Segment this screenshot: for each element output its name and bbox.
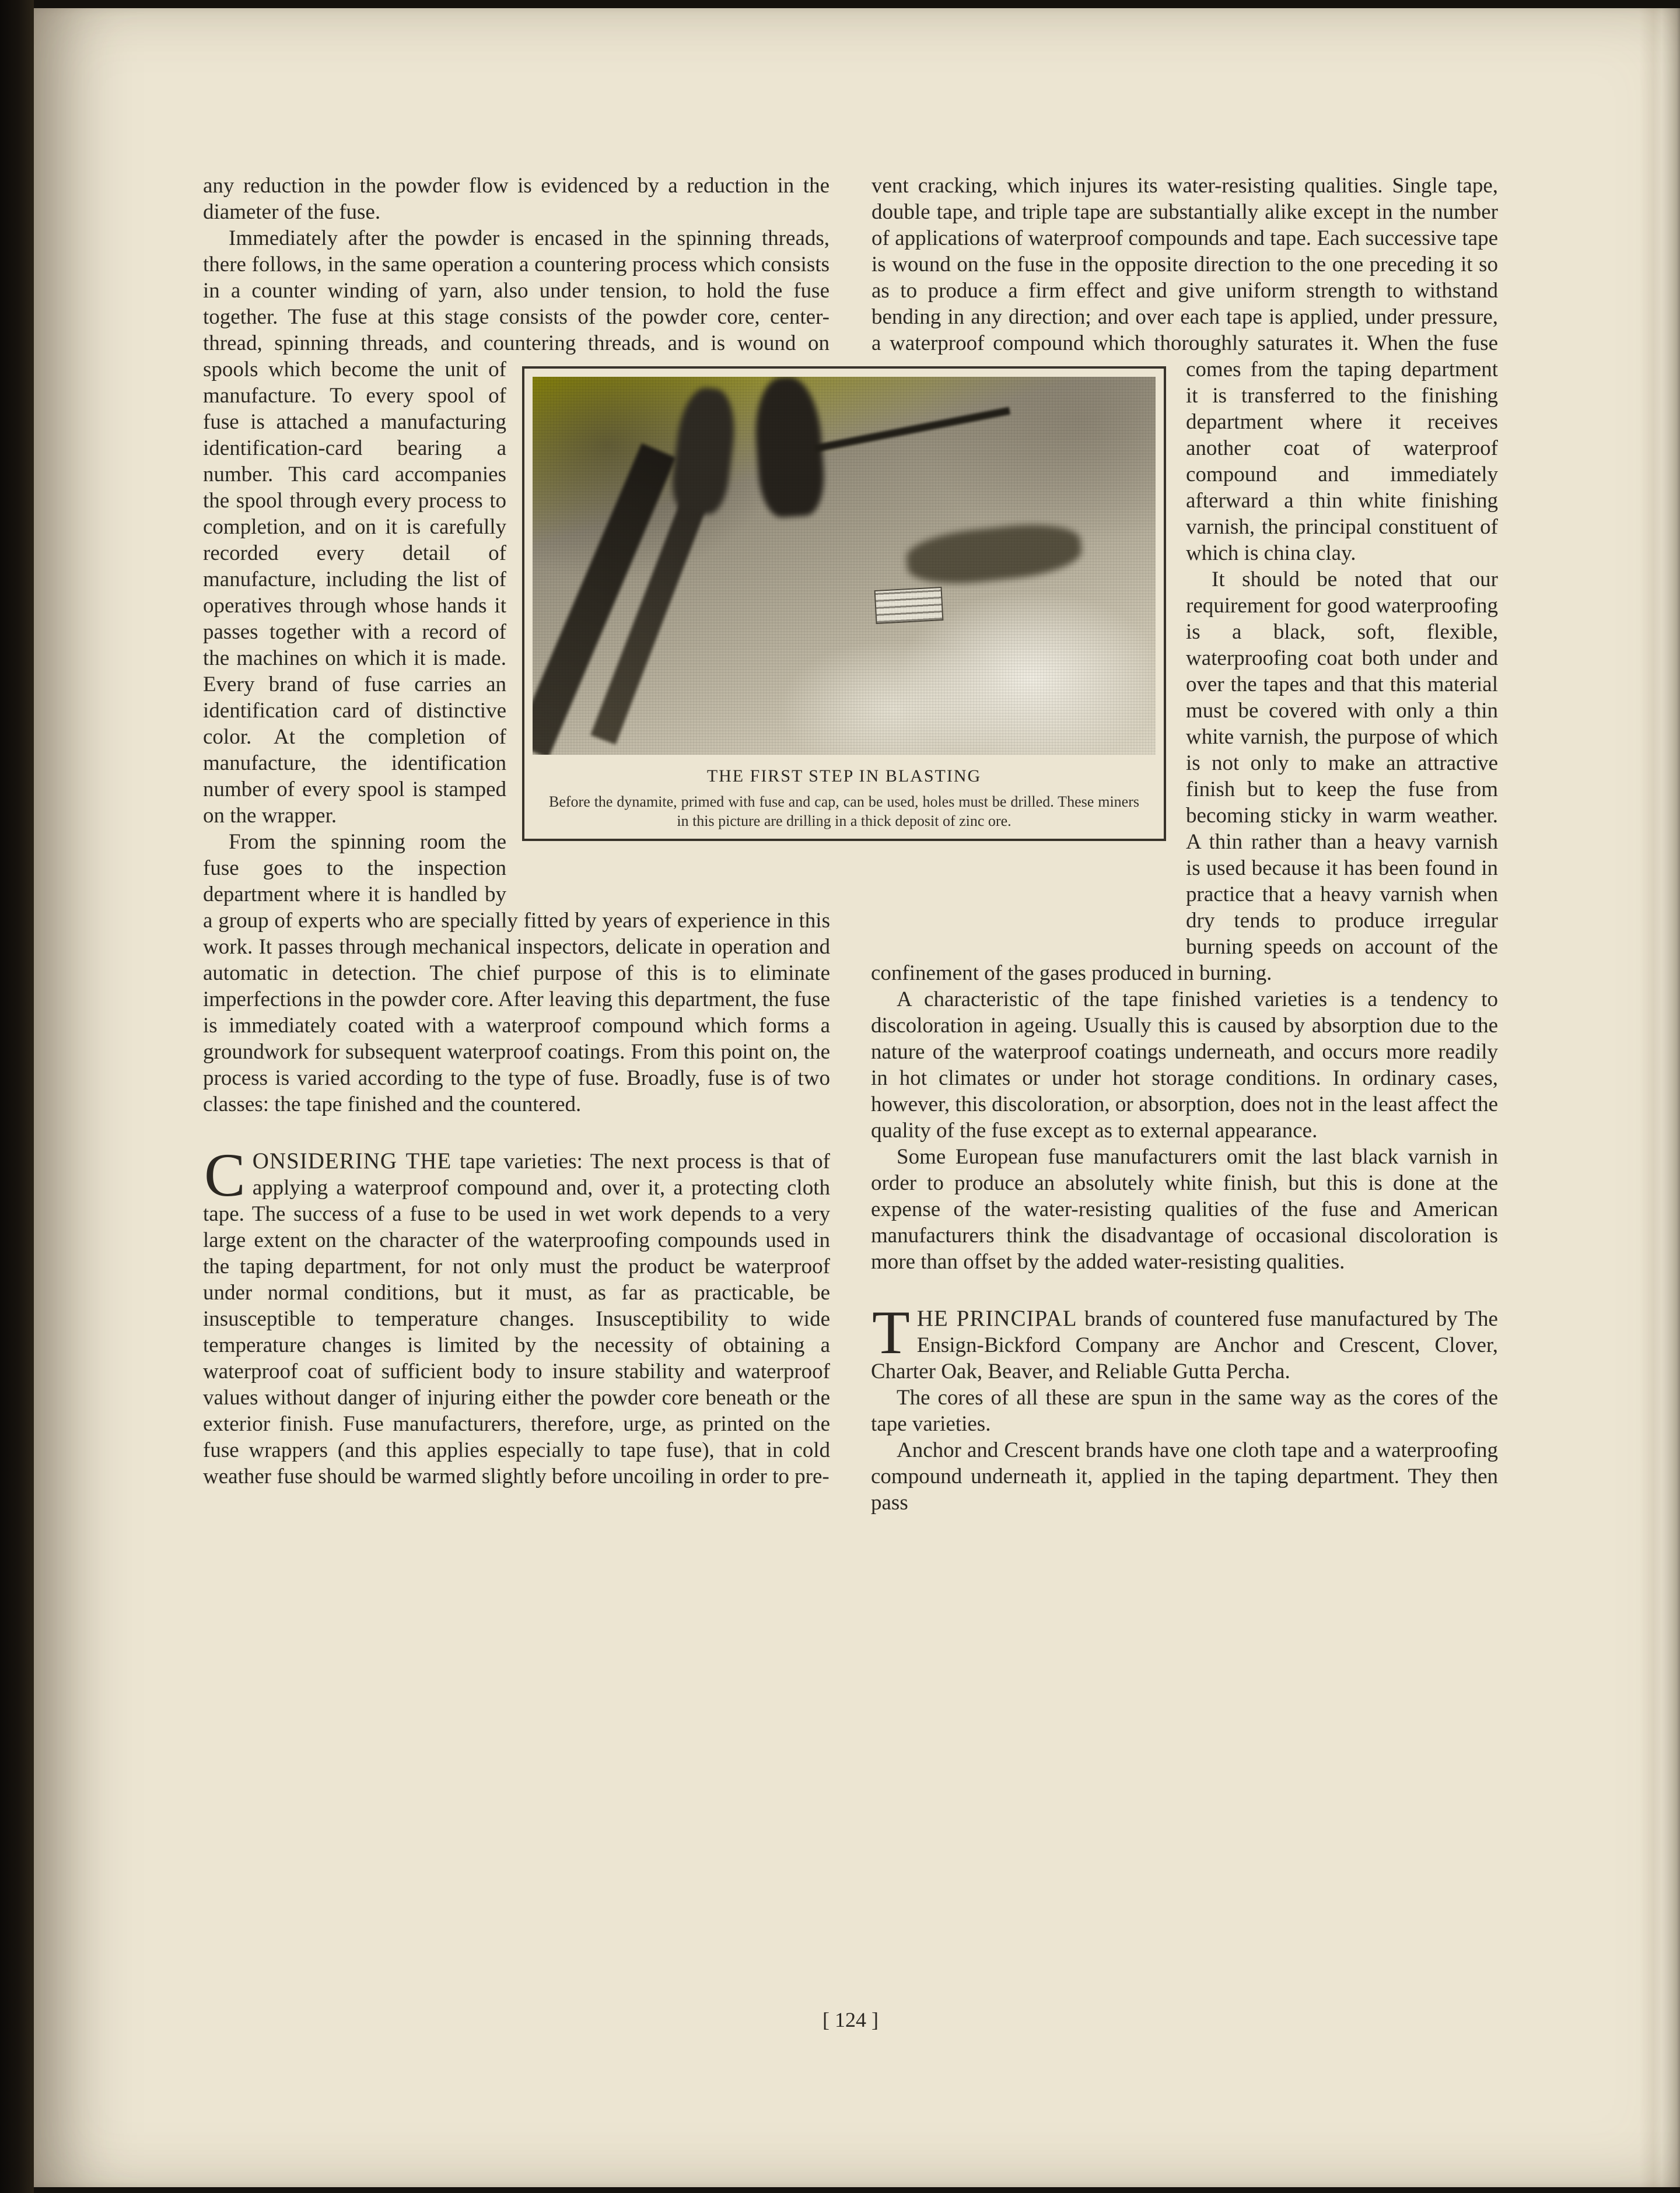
mine-blasting-photo [533,377,1156,755]
section-lead-caps: HE PRINCIPAL [916,1306,1077,1331]
dropcap-letter: T [872,1298,910,1367]
rock-shadow [904,519,1084,590]
paragraph: Immediately after the powder is encased in the spinning threads, there follows, in the same operation a countering process which consists in a counter winding of yarn, also under tension, to hold the fuse together. The fuse at this stage consists of the powder core, center-thread, spinning threads, and countering threads, and is wound on spools which become the unit of manufacture. To every spool of fuse is attached a manufacturing identification-card bearing a number. This card accompanies the spool through every process to completion, and on it is carefully recorded every detail of manufacture, including the list of operatives through whose hands it passes together with a record of the machines on which it is made. Every brand of fuse carries an identification card of distinctive color. At the completion of manufacture, the identification number of every spool is stamped on the wrapper. [203,226,830,828]
paragraph: vent cracking, which injures its water-resisting qualities. Single tape, double tape, and triple tape are substantially alike except in the number of applications of waterproof compounds and tape. Each successive tape is wound on the fuse in the opposite direction to the one preceding it so as to produce a firm effect and give uniform strength to withstand bending in any direction; and over each tape is applied, under pressure, a waterproof compound which thoroughly saturates it. When the fuse comes from the taping department it is transferred to the finishing department where it receives another coat of waterproof compound and immediately afterward a thin white finishing varnish, the principal constituent of which is china clay. [872,174,1498,565]
mine-sign [874,587,944,624]
figure-caption-text: Before the dynamite, primed with fuse and cap, can be used, holes must be drilled. These miners in this picture are drilling in a thick deposit of zinc ore. [549,793,1139,829]
miner-silhouette [752,377,827,519]
page-stack-edge [1639,8,1680,2187]
paragraph: A characteristic of the tape finished varieties is a tendency to discoloration in ageing. Usually this is caused by absorption due to the nature of the waterproof coatings underneath, and occurs more readily in hot climates or under hot storage conditions. In ordinary cases, however, this discoloration, or absorption, does not in the least affect the quality of the fuse except as to external appearance. [871,987,1498,1143]
book-binding-edge [0,0,34,2193]
drill-silhouette [814,407,1010,453]
timber-shape [590,479,713,745]
section-paragraph [203,1141,830,1490]
paragraph: The cores of all these are spun in the same way as the cores of the tape varieties. [871,1386,1498,1436]
section-paragraph [871,1298,1498,1385]
page-number: [ 124 ] [822,2008,878,2031]
timber-shape [533,443,676,755]
figure [522,366,1166,841]
paragraph: It should be noted that our requirement for good waterproofing is a black, soft, flexible, waterproofing coat both under and over the tapes and that this material must be covered with only a thin white varnish, the purpose of which is not only to make an attractive finish but to keep the fuse from becoming sticky in warm weather. A thin rather than a heavy varnish is used because it has been found in practice that a heavy varnish when dry tends to produce irregular burning speeds on account of the confinement of the gases produced in burning. [871,567,1498,985]
figure-caption-title: THE FIRST STEP IN BLASTING [706,766,982,786]
section-text: brands of countered fuse manufactured by The Ensign-Bickford Company are Anchor and Crescent, Clover, Charter Oak, Beaver, and Reliable Gutta Percha. [871,1307,1498,1383]
paragraph: any reduction in the powder flow is evidenced by a reduction in the diameter of the fuse. [203,174,830,224]
miner-silhouette [668,385,739,516]
dropcap-letter: C [204,1141,246,1209]
section-text: tape varieties: The next process is that of applying a waterproof compound and, over it, a protecting cloth tape. The success of a fuse to be used in wet work depends to a very large extent on the character of the waterproofing compounds used in the taping department, for not only must the product be waterproof under normal conditions, but it must, as far as practicable, be insusceptible to temperature changes. Insusceptibility to wide temperature changes is limited by the necessity of obtaining a waterproof coat of sufficient body to insure stability and waterproof values without danger of injuring either the powder core beneath or the exterior finish. Fuse manufacturers, therefore, urge, as printed on the fuse wrappers (and this applies especially to tape fuse), that in cold weather fuse should be warmed slightly before uncoiling in order to pre- [203,1150,830,1488]
paragraph: Anchor and Crescent brands have one cloth tape and a waterproofing compound underneath it, applied in the taping department. They then pass [871,1438,1498,1515]
paragraph: Some European fuse manufacturers omit the last black varnish in order to produce an absolutely white finish, but this is done at the expense of the water-resisting qualities of the fuse and American manufacturers think the disadvantage of occasional discoloration is more than offset by the added water-resisting qualities. [871,1145,1498,1274]
section-lead-caps: ONSIDERING THE [252,1148,452,1173]
paragraph: From the spinning room the fuse goes to the inspection department where it is handled by a group of experts who are specially fitted by years of experience in this work. It passes through mechanical inspectors, delicate in operation and automatic in detection. The chief purpose of this is to eliminate imperfections in the powder core. After leaving this department, the fuse is immediately coated with a waterproof compound which forms a groundwork for subsequent waterproof coatings. From this point on, the process is varied according to the type of fuse. Broadly, fuse is of two classes: the tape finished and the countered. [203,830,830,1116]
